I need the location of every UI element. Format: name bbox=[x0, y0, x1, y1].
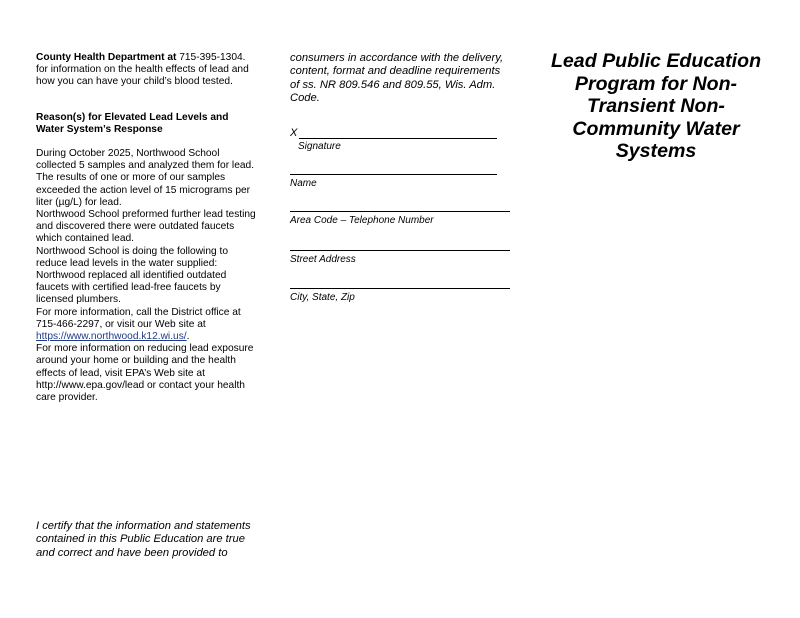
paragraph-actions: Northwood School is doing the following to reduce lead levels in the water supplied: Northwood replaced all identified outdated faucets with certified lead-free faucets by licensed plumbers. bbox=[36, 245, 228, 306]
street-label: Street Address bbox=[290, 254, 356, 265]
signature-x-mark: X bbox=[290, 127, 298, 139]
contact-rest-text: 715-395-1304. for information on the health effects of lead and how you can have your child’s blood tested. bbox=[36, 52, 249, 88]
signature-label: Signature bbox=[298, 141, 341, 152]
document-title: Lead Public Education Program for Non-Transient Non-Community Water Systems bbox=[550, 50, 762, 162]
paragraph-samples: During October 2025, Northwood School collected 5 samples and analyzed them for lead. The results of one or more of our samples exceeded the action level of 15 micrograms per liter (µg/L) for lead. bbox=[36, 148, 255, 208]
paragraph-faucets: Northwood School preformed further lead testing and discovered there were outdated faucets which contained lead. bbox=[36, 209, 256, 245]
reasons-body bbox=[36, 148, 258, 404]
phone-line[interactable] bbox=[290, 211, 510, 212]
district-info-text: For more information, call the District office at 715-466-2297, or visit our Web site at bbox=[36, 306, 241, 330]
signature-line[interactable] bbox=[299, 138, 497, 139]
phone-label: Area Code – Telephone Number bbox=[290, 215, 434, 226]
city-line[interactable] bbox=[290, 288, 510, 289]
reasons-heading: Reason(s) for Elevated Lead Levels and Water System’s Response bbox=[36, 112, 229, 136]
certification-statement: I certify that the information and statements contained in this Public Education are true and correct and have been provided to bbox=[36, 520, 251, 559]
street-line[interactable] bbox=[290, 250, 510, 251]
district-info-end: . bbox=[186, 331, 190, 343]
paragraph-district-info bbox=[36, 307, 258, 344]
epa-info-end: or contact your health care provider. bbox=[36, 379, 245, 404]
epa-info-text: For more information on reducing lead exposure around your home or building and the health effects of lead, visit EPA’s Web site at bbox=[36, 343, 254, 379]
district-website-link[interactable]: https://www.northwood.k12.wi.us/ bbox=[36, 331, 187, 343]
name-line[interactable] bbox=[290, 174, 497, 175]
contact-bold-text: County Health Department at bbox=[36, 52, 177, 63]
name-label: Name bbox=[290, 178, 317, 189]
city-label: City, State, Zip bbox=[290, 292, 355, 303]
contact-paragraph bbox=[36, 52, 258, 89]
paragraph-epa-info bbox=[36, 343, 258, 404]
epa-website-link[interactable]: http://www.epa.gov/lead bbox=[36, 379, 145, 391]
consumers-statement: consumers in accordance with the delivery, content, format and deadline requirements of ss. NR 809.546 and 809.55, Wis. Adm. Code. bbox=[290, 52, 504, 105]
